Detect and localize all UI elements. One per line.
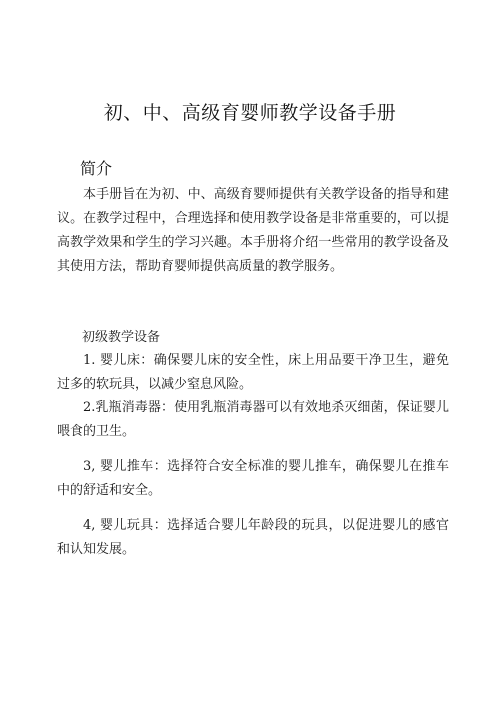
list-item: 1. 婴儿床：确保婴儿床的安全性，床上用品要干净卫生，避免过多的软玩具，以减少窒息风险。 (57, 353, 449, 392)
document-title: 初、中、高级育婴师教学设备手册 (103, 102, 397, 124)
intro-heading: 简介 (80, 159, 113, 178)
list-item: 2.乳瓶消毒器：使用乳瓶消毒器可以有效地杀灭细菌，保证婴儿喂食的卫生。 (57, 400, 449, 439)
list-item: 4, 婴儿玩具：选择适合婴儿年龄段的玩具，以促进婴儿的感官和认知发展。 (57, 518, 449, 557)
list-item: 3, 婴儿推车：选择符合安全标准的婴儿推车，确保婴儿在推车中的舒适和安全。 (57, 459, 449, 498)
beginner-equipment-heading: 初级教学设备 (82, 330, 161, 345)
intro-paragraph: 本手册旨在为初、中、高级育婴师提供有关教学设备的指导和建议。在教学过程中，合理选择和使用教学设备是非常重要的，可以提高教学效果和学生的学习兴趣。本手册将介绍一些常用的教学设备及其使用方法，帮助育婴师提供高质量的教学服务。 (57, 187, 449, 274)
